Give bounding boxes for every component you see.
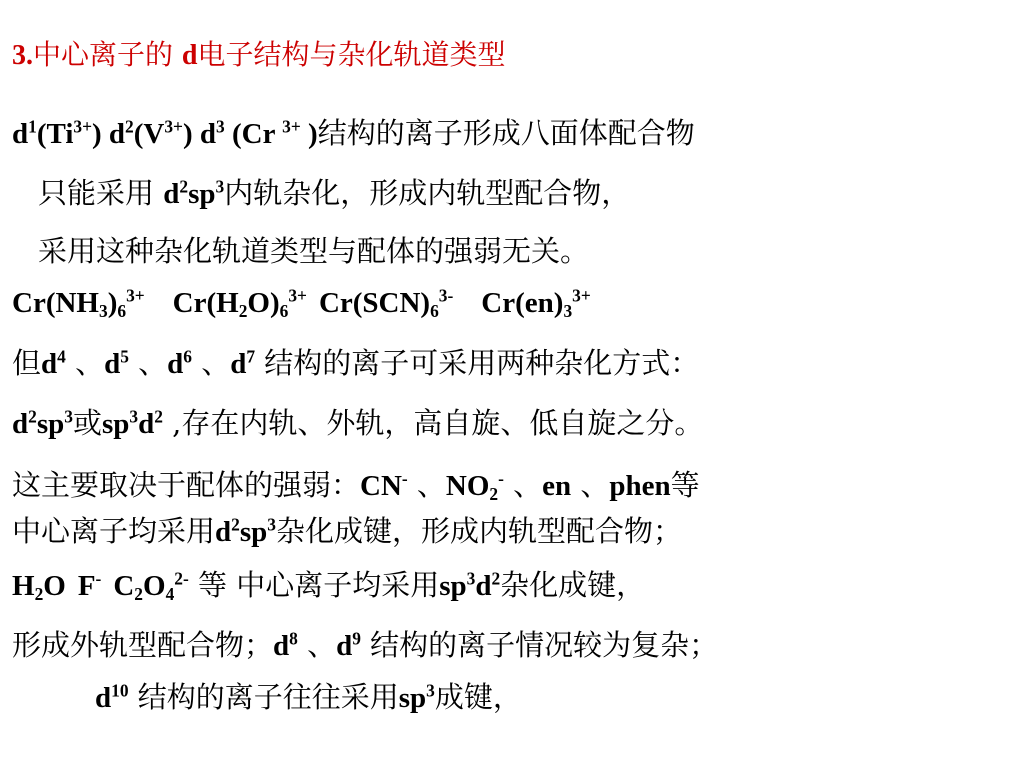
line-strong-ligands: 这主要取决于配体的强弱：CN- 、$NO_2^-$ 、en 、phen等 [12,468,700,505]
l2-b: 内轨杂化，形成内轨型配合物， [224,176,631,210]
l2-s2: 3 [215,176,225,197]
line-complex-formulas [12,286,591,320]
l1-t4: ) d [182,118,217,150]
l2-sp: sp [188,178,216,210]
l2-s1: 2 [179,176,189,197]
line-hybrid-types: $d^2sp^3$或$sp^3d^2$ ,存在内轨、外轨，高自旋、低自旋之分。 [12,406,704,440]
l5-dan: 但 [12,346,42,380]
l1-s1: 1 [28,116,37,137]
formula-cr-scn: $Cr(SCN)_6^{3-}$ [318,285,454,322]
l1-s5: 3 [216,116,225,137]
title-text-b: 电子结构与杂化轨道类型 [197,38,506,71]
title-number: 3. [12,40,33,71]
l1-t1: (Ti [36,118,74,150]
l1-d: d [12,118,29,150]
slide-title [12,38,506,73]
formula-cr-nh3: $Cr(NH_3)_6^{3+}$ [12,285,145,322]
l3-a: 采用这种杂化轨道类型与配体的强弱无关。 [38,234,590,268]
l5-cn: 结构的离子可采用两种杂化方式： [255,346,700,380]
title-d: d [181,40,198,71]
l1-t2: ) d [92,118,126,150]
l1-s3: 2 [125,116,134,137]
l6-cn: ,存在内轨、外轨，高自旋、低自旋之分。 [162,406,704,440]
l1-s4: 3+ [164,116,183,137]
title-text-a: 中心离子的 [33,38,182,71]
formula-cr-en: $Cr(en)_3^{3+}$ [481,285,591,322]
l2-a: 只能采用 [38,176,164,210]
line-outer-complex-d8-d9: 形成外轨型配合物；$d^8$ 、$d^9$ 结构的离子情况较为复杂； [12,628,719,662]
l1-s6: 3+ [282,116,301,137]
l2-d: d [163,178,180,210]
line-weak-ligands: $H_2O$ F- $C_2O_4^{2-}$ 等 中心离子均采用$sp^3d^2$杂化成键， [12,568,646,605]
line-inner-complex: 中心离子均采用$d^2sp^3$杂化成键，形成内轨型配合物； [12,514,682,548]
line-ligand-independent [38,234,589,268]
line-d4-d7: 但$d^4$ 、$d^5$ 、$d^6$ 、$d^7$ 结构的离子可采用两种杂化方式： [12,346,700,380]
l1-s2: 3+ [73,116,92,137]
l1-t6: ) [300,118,318,150]
l1-t5: (Cr [224,118,283,150]
line-d10: $d^{10}$ 结构的离子往往采用$sp^3$成键， [95,680,522,714]
l1-t3: (V [133,118,165,150]
formula-cr-h2o: $Cr(H_2O)_6^{3+}$ [172,285,307,322]
line-inner-orbital [38,176,630,211]
l1-cn: 结构的离子形成八面体配合物 [317,116,695,150]
line-d1-d3-octahedral [12,116,695,151]
